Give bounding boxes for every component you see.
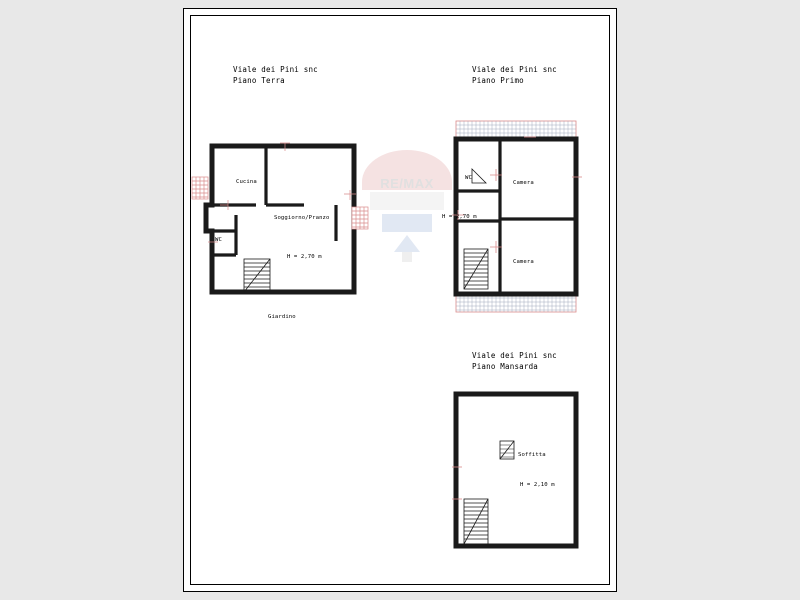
piano-primo-drawing <box>424 9 618 329</box>
piano-terra-drawing <box>184 9 384 329</box>
piano-mansarda-title-line2: Piano Mansarda <box>472 362 539 371</box>
piano-mansarda-title-line1: Viale dei Pini snc <box>472 351 557 360</box>
label-cucina: Cucina <box>236 179 257 185</box>
label-wc-primo: WC <box>465 175 472 181</box>
remax-watermark-text: RE/MAX <box>380 176 434 191</box>
label-soffitta: Soffitta <box>518 452 546 458</box>
label-altezza-terra: H = 2,70 m <box>287 254 322 260</box>
label-giardino: Giardino <box>268 314 296 320</box>
piano-terra-title-line2: Piano Terra <box>233 76 285 85</box>
piano-primo-title-line1: Viale dei Pini snc <box>472 65 557 74</box>
piano-terra-title-line1: Viale dei Pini snc <box>233 65 318 74</box>
label-wc-terra: WC <box>215 237 222 243</box>
piano-mansarda-drawing <box>424 339 618 579</box>
piano-primo-title-line2: Piano Primo <box>472 76 524 85</box>
label-camera-2: Camera <box>513 259 534 265</box>
label-camera-1: Camera <box>513 180 534 186</box>
label-soggiorno-pranzo: Soggiorno/Pranzo <box>274 215 330 221</box>
drawing-sheet <box>183 8 617 592</box>
label-altezza-mansarda: H = 2,10 m <box>520 482 555 488</box>
label-altezza-primo: H = 2,70 m <box>442 214 477 220</box>
